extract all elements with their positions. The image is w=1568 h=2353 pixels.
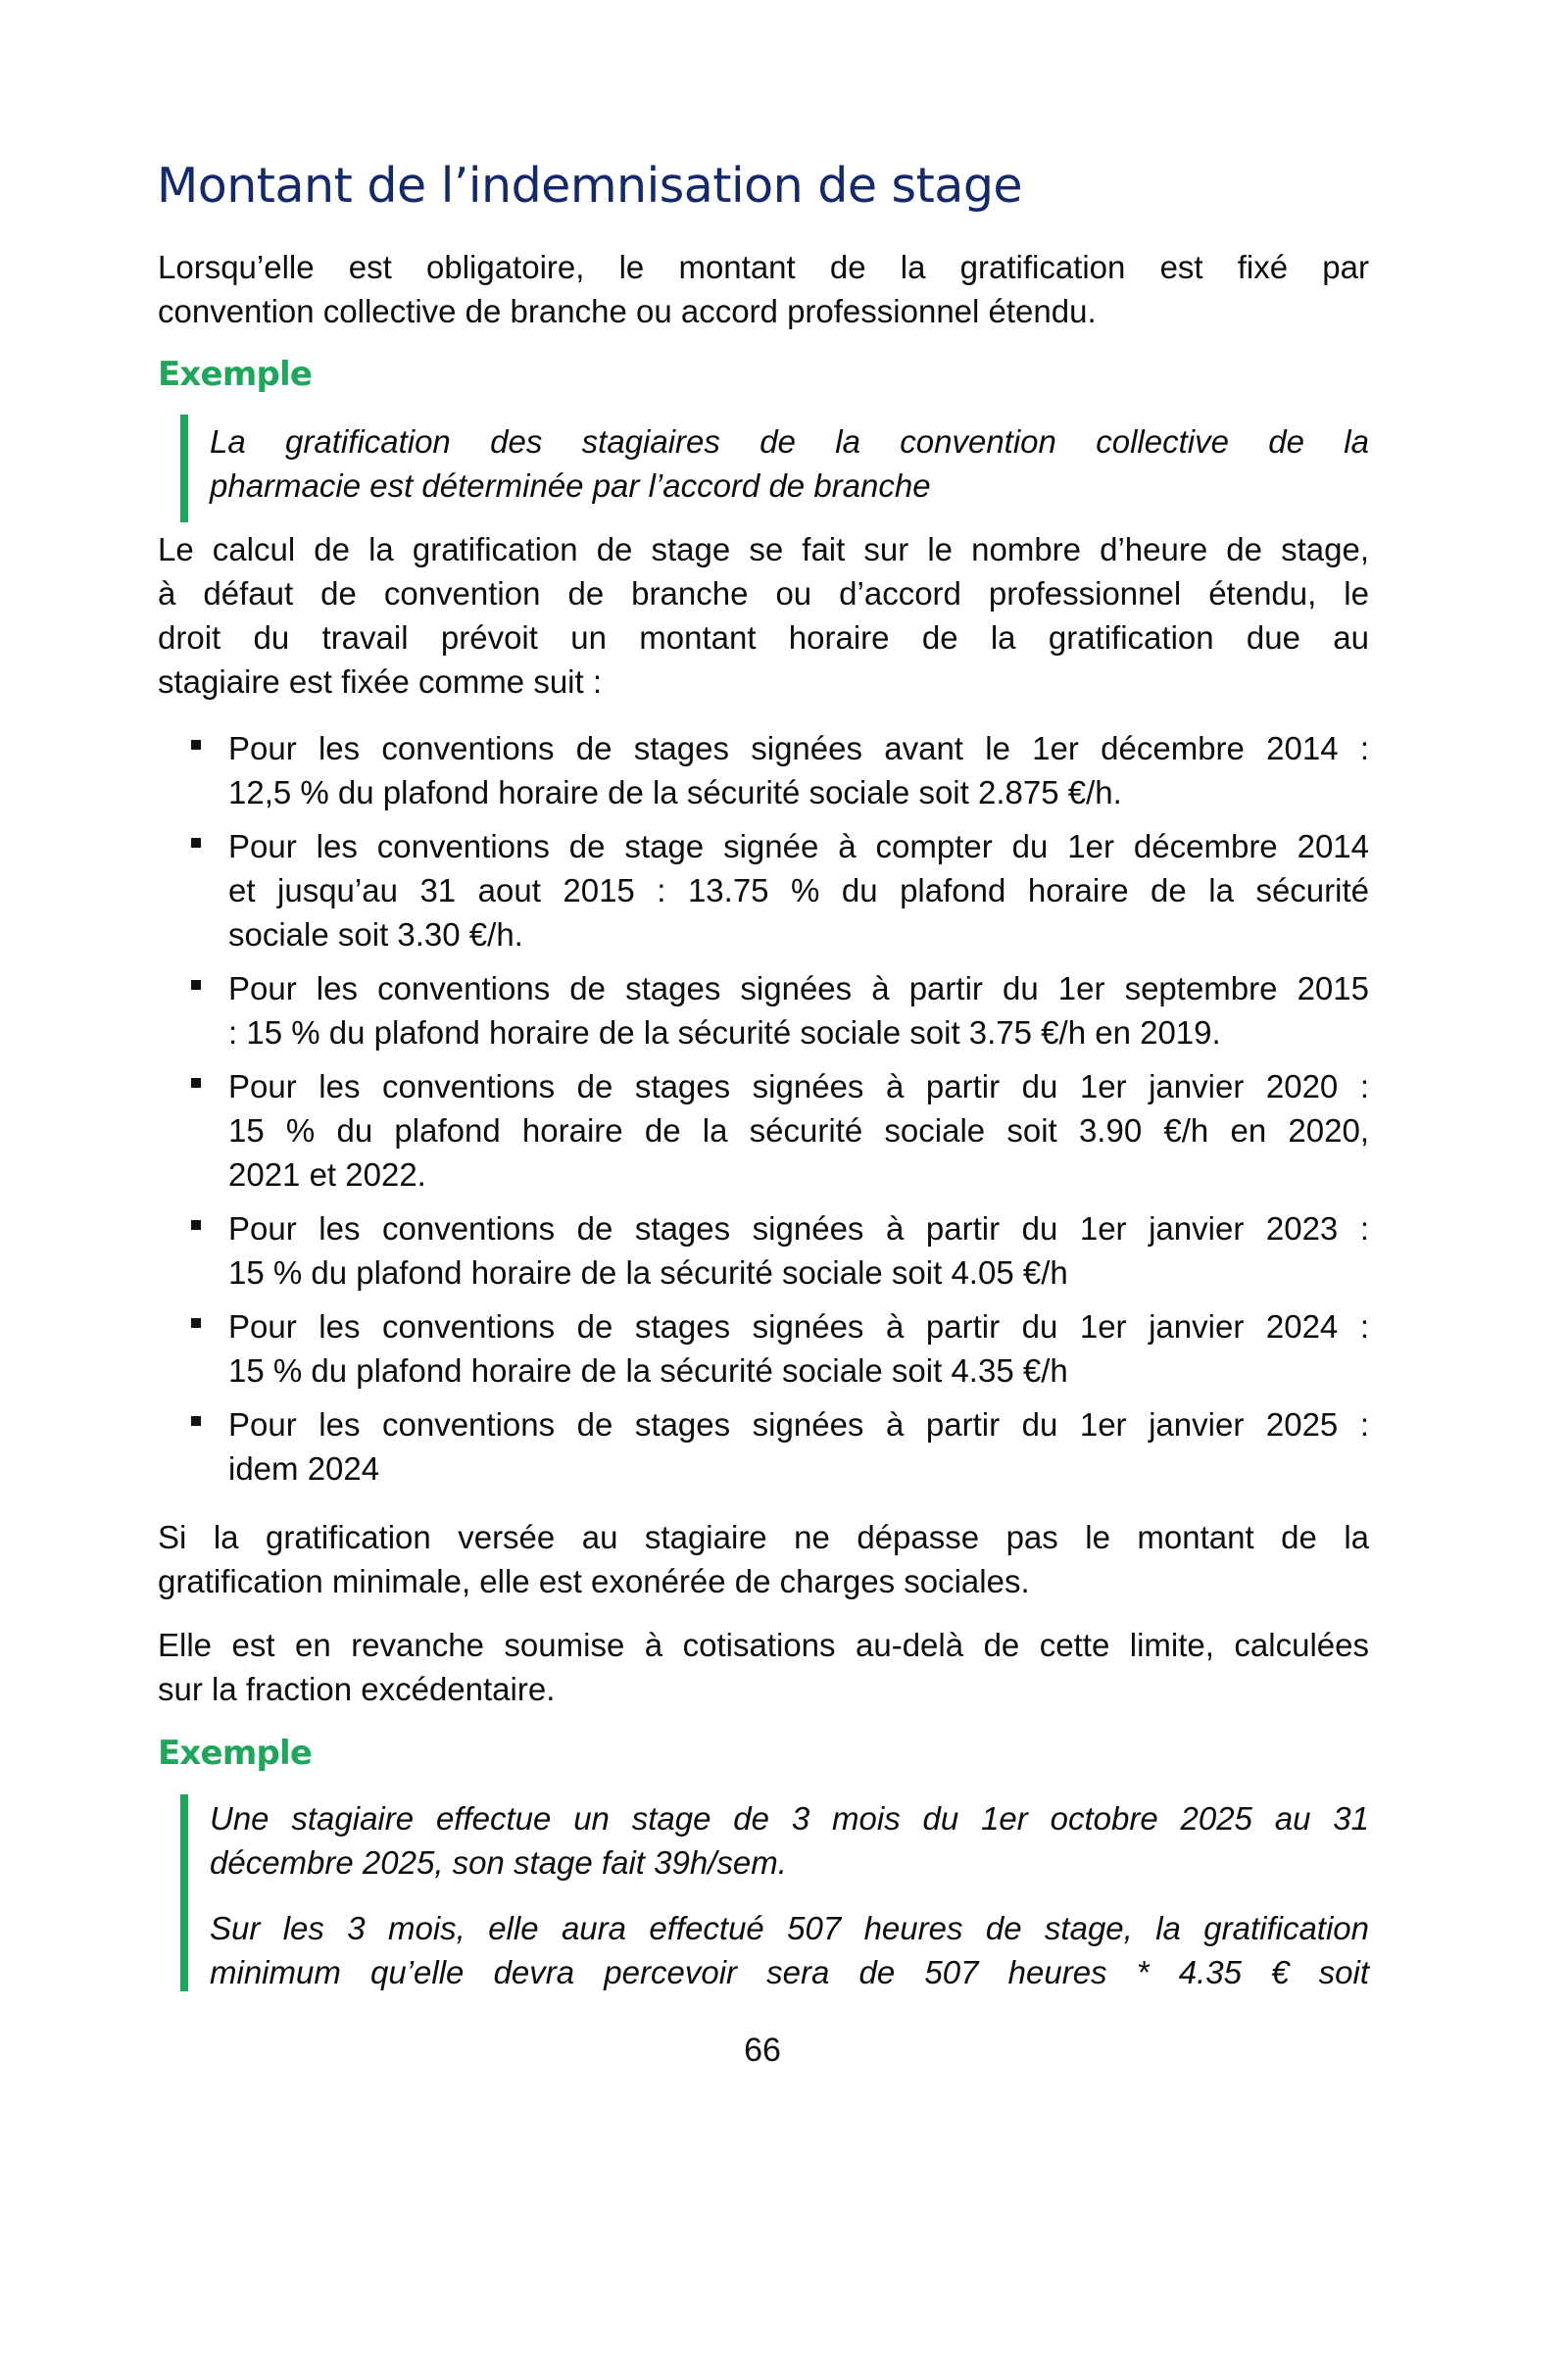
list-item-line: 15 % du plafond horaire de la sécurité sociale soit 3.90 €/h en 2020, xyxy=(228,1112,1369,1149)
text-line: Elle est en revanche soumise à cotisations au-delà de cette limite, calculées xyxy=(158,1627,1369,1663)
bullet-square-icon xyxy=(191,740,201,750)
list-item-line: 2021 et 2022. xyxy=(228,1156,426,1193)
text-line: Si la gratification versée au stagiaire ne dépasse pas le montant de la xyxy=(158,1519,1369,1555)
list-item-line: idem 2024 xyxy=(228,1450,380,1487)
page-title: Montant de l’indemnisation de stage xyxy=(157,158,1023,214)
text-line: Lorsqu’elle est obligatoire, le montant de la gratification est fixé par xyxy=(158,249,1369,285)
quote-line: Une stagiaire effectue un stage de 3 mois du 1er octobre 2025 au 31 xyxy=(210,1800,1369,1837)
quote-line: Sur les 3 mois, elle aura effectué 507 heures de stage, la gratification xyxy=(210,1910,1369,1946)
list-item-line: 15 % du plafond horaire de la sécurité sociale soit 4.05 €/h xyxy=(228,1254,1068,1291)
list-item-line: et jusqu’au 31 aout 2015 : 13.75 % du plafond horaire de la sécurité xyxy=(228,872,1369,908)
example-label: Exemple xyxy=(158,355,313,394)
list-item-line: 12,5 % du plafond horaire de la sécurité sociale soit 2.875 €/h. xyxy=(228,774,1122,810)
list-item-line: Pour les conventions de stages signées à partir du 1er janvier 2024 : xyxy=(228,1308,1369,1345)
bullet-square-icon xyxy=(191,1318,201,1328)
quote-line: minimum qu’elle devra percevoir sera de 507 heures * 4.35 € soit xyxy=(210,1954,1369,1990)
text-line: à défaut de convention de branche ou d’accord professionnel étendu, le xyxy=(158,575,1369,612)
quote-line: pharmacie est déterminée par l’accord de branche xyxy=(210,467,931,504)
bullet-square-icon xyxy=(191,1220,201,1230)
quote-line: décembre 2025, son stage fait 39h/sem. xyxy=(210,1844,787,1881)
example-label: Exemple xyxy=(158,1734,313,1773)
text-line: stagiaire est fixée comme suit : xyxy=(158,663,603,700)
quote-bar xyxy=(180,1794,188,1991)
page-number: 66 xyxy=(744,2032,781,2069)
list-item-line: sociale soit 3.30 €/h. xyxy=(228,916,523,953)
quote-bar xyxy=(180,415,188,522)
list-item-line: Pour les conventions de stages signées avant le 1er décembre 2014 : xyxy=(228,730,1369,766)
text-line: gratification minimale, elle est exonérée de charges sociales. xyxy=(158,1563,1030,1599)
list-item-line: : 15 % du plafond horaire de la sécurité sociale soit 3.75 €/h en 2019. xyxy=(228,1014,1221,1051)
text-line: convention collective de branche ou accord professionnel étendu. xyxy=(158,293,1097,329)
bullet-square-icon xyxy=(191,1078,201,1088)
list-item-line: Pour les conventions de stages signées à partir du 1er janvier 2020 : xyxy=(228,1068,1369,1104)
text-line: sur la fraction excédentaire. xyxy=(158,1671,556,1707)
bullet-square-icon xyxy=(191,1416,201,1426)
list-item-line: Pour les conventions de stages signées à partir du 1er janvier 2025 : xyxy=(228,1406,1369,1443)
text-line: Le calcul de la gratification de stage se fait sur le nombre d’heure de stage, xyxy=(158,531,1369,567)
list-item-line: Pour les conventions de stage signée à compter du 1er décembre 2014 xyxy=(228,828,1369,864)
list-item-line: 15 % du plafond horaire de la sécurité sociale soit 4.35 €/h xyxy=(228,1352,1068,1389)
bullet-square-icon xyxy=(191,980,201,990)
quote-line: La gratification des stagiaires de la convention collective de la xyxy=(210,423,1369,460)
text-line: droit du travail prévoit un montant horaire de la gratification due au xyxy=(158,619,1369,656)
list-item-line: Pour les conventions de stages signées à partir du 1er janvier 2023 : xyxy=(228,1210,1369,1247)
bullet-square-icon xyxy=(191,838,201,848)
list-item-line: Pour les conventions de stages signées à partir du 1er septembre 2015 xyxy=(228,970,1369,1006)
